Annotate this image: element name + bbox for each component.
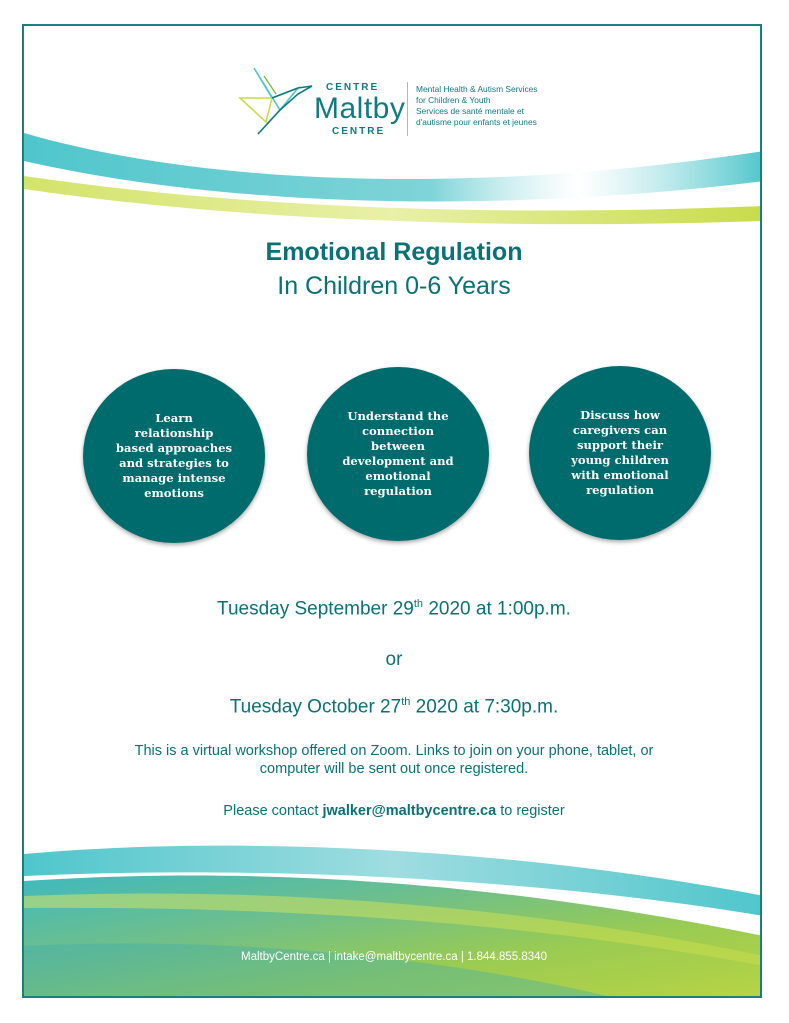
tagline-en-line-2: for Children & Youth xyxy=(416,95,491,105)
or-separator: or xyxy=(385,649,403,670)
workshop-title: Emotional Regulation xyxy=(265,238,523,266)
flyer-page xyxy=(22,24,762,998)
virtual-info-line-2: computer will be sent out once registered. xyxy=(259,761,529,777)
hummingbird-icon xyxy=(236,64,316,140)
session-date-1 xyxy=(24,598,762,620)
footer-contact-bar: MaltbyCentre.ca | intake@maltbycentre.ca | 1.844.855.8340 xyxy=(241,951,547,963)
goal-circle-1-text: Learn relationship based approaches and strategies to manage intense emotions xyxy=(115,411,233,500)
tagline-en-line-1: Mental Health & Autism Services xyxy=(416,84,538,94)
contact-email-link[interactable]: jwalker@maltbycentre.ca xyxy=(322,803,497,819)
logo-centre-top-text: CENTRE xyxy=(326,82,380,93)
virtual-info-line-1: This is a virtual workshop offered on Zoom. Links to join on your phone, tablet, or xyxy=(134,743,654,759)
session-date-2-ordinal: th xyxy=(401,696,411,708)
goal-circle-2-text: Understand the connection between development and emotional regulation xyxy=(342,409,454,498)
goal-circle-3-text: Discuss how caregivers can support their young children with emotional regulation xyxy=(571,408,669,497)
session-date-1-suffix: 2020 at 1:00p.m. xyxy=(423,598,571,620)
session-date-1-prefix: Tuesday September 29 xyxy=(217,598,414,620)
session-date-2-suffix: 2020 at 7:30p.m. xyxy=(410,696,559,718)
bottom-wave-decoration xyxy=(24,826,762,998)
logo-wordmark: Maltby xyxy=(314,92,406,125)
logo-divider xyxy=(407,82,408,136)
goal-circle-2 xyxy=(307,367,489,541)
workshop-subtitle: In Children 0-6 Years xyxy=(277,272,511,300)
logo-tagline xyxy=(416,84,586,128)
tagline-fr-line-1: Services de santé mentale et xyxy=(416,106,525,116)
goal-circle-3 xyxy=(529,366,711,540)
contact-suffix: to register xyxy=(496,803,565,819)
maltby-centre-logo xyxy=(236,60,566,140)
session-date-1-ordinal: th xyxy=(413,598,424,610)
tagline-fr-line-2: d'autisme pour enfants et jeunes xyxy=(416,117,537,127)
logo-centre-bottom-text: CENTRE xyxy=(332,126,386,137)
session-date-2-prefix: Tuesday October 27 xyxy=(229,696,402,718)
goal-circle-1 xyxy=(83,369,265,543)
contact-prefix: Please contact xyxy=(223,803,323,819)
contact-line xyxy=(24,802,762,820)
session-date-2 xyxy=(24,696,762,718)
